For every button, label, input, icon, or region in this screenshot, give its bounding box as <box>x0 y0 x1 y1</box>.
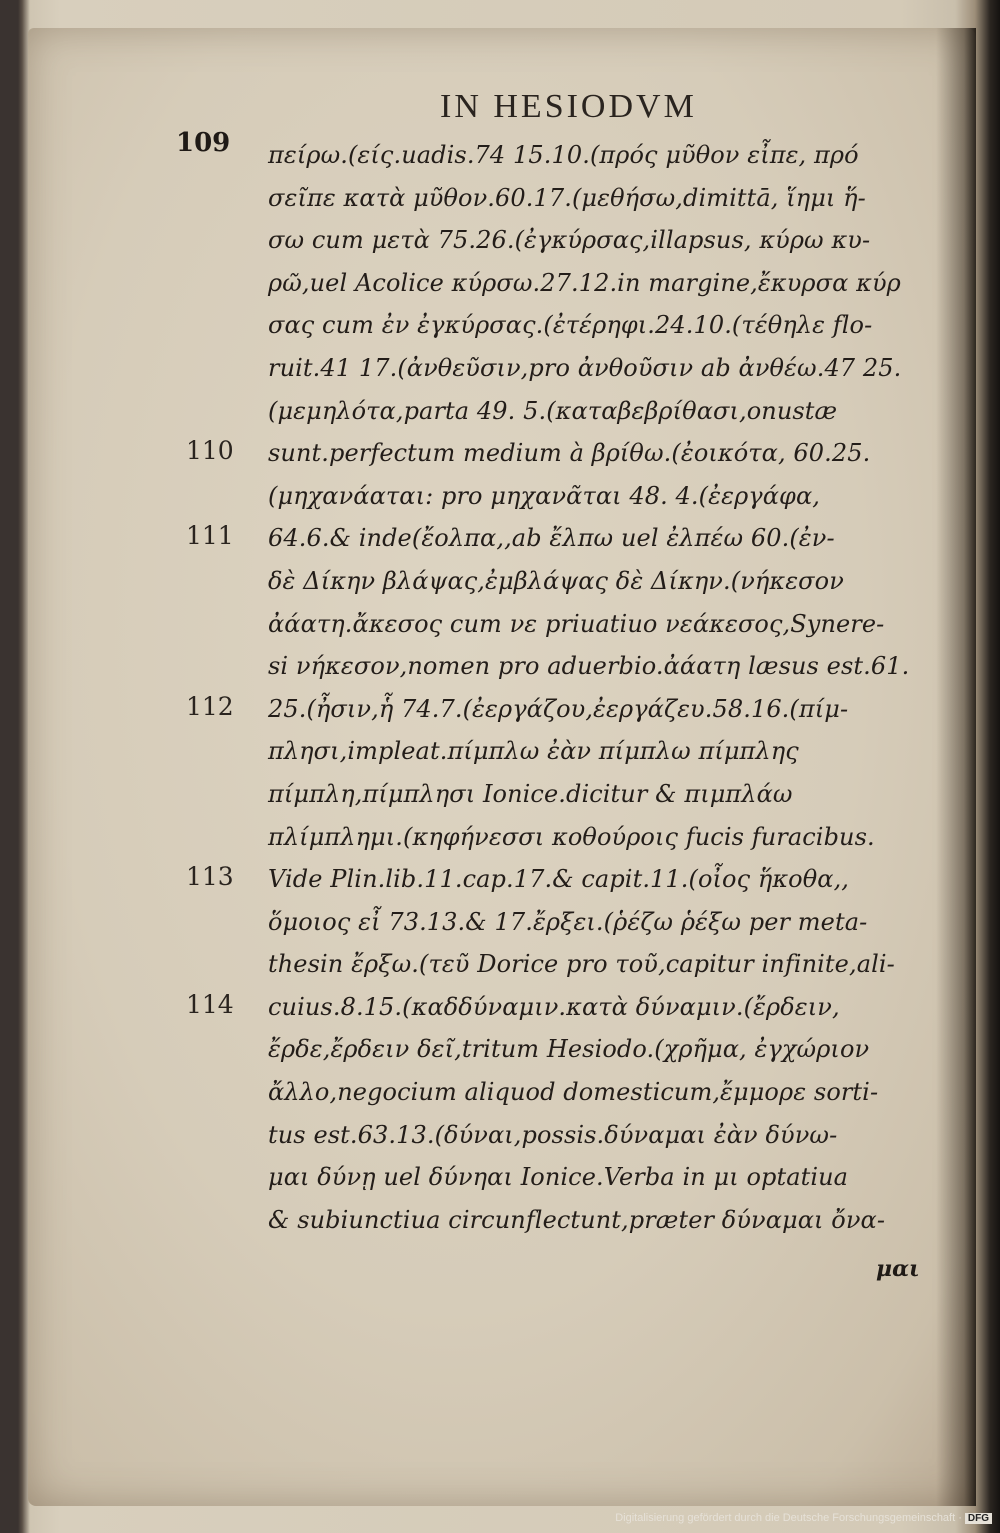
text-line: σεῖπε κατὰ μῦθον.60.17.(μεθήσω,dimittā, ἵημι ἥ- <box>268 183 866 212</box>
text-line: 64.6.& inde(ἔολπα,,ab ἔλπω uel ἐλπέω 60.(ἐν- <box>268 524 835 553</box>
text-line: thesin ἔρξω.(τεῦ Dorice pro τοῦ,capitur infinite,ali- <box>268 950 895 979</box>
text-line: ruit.41 17.(ἀνθεῦσιν,pro ἀνθοῦσιν ab ἀνθέω.47 25. <box>268 353 902 382</box>
text-line: ἄλλο,negocium aliquod domesticum,ἔμμορε sorti- <box>268 1078 879 1107</box>
text-line: si νήκεσον,nomen pro aduerbio.ἀάατη læsus est.61. <box>268 652 910 681</box>
text-line: ἔρδε,ἔρδειν δεῖ,tritum Hesiodo.(χρῆμα, ἐγχώριον <box>268 1035 870 1064</box>
margin-number: 110 <box>186 436 234 466</box>
text-line: (μηχανάαται: pro μηχανᾶται 48. 4.(ἐεργάφα, <box>268 481 820 510</box>
margin-number: 113 <box>186 862 234 892</box>
catchword: μαι <box>876 1256 920 1282</box>
text-line: tus est.63.13.(δύναι,possis.δύναμαι ἐὰν δύνω- <box>268 1120 838 1149</box>
text-line: ρῶ,uel Acolice κύρσω.27.12.in margine,ἔκυρσα κύρ <box>268 268 901 297</box>
text-line: πίμπλη,πίμπλησι Ionice.dicitur & πιμπλάω <box>268 779 793 808</box>
running-header: IN HESIODVM <box>440 88 697 125</box>
dfg-logo: DFG <box>965 1513 992 1524</box>
margin-number: 112 <box>186 691 234 721</box>
digitization-footer <box>615 1512 992 1524</box>
text-line: πλίμπλημι.(κηφήνεσσι κοθούροις fucis furacibus. <box>268 822 875 851</box>
margin-number: 111 <box>186 521 234 551</box>
text-line: (μεμηλότα,parta 49. 5.(καταβεβρίθασι,onustæ <box>268 396 838 425</box>
text-line: cuius.8.15.(καδδύναμιν.κατὰ δύναμιν.(ἔρδειν, <box>268 992 840 1021</box>
text-line: & subiunctiua circunflectunt,præter δύναμαι ὄνα- <box>268 1205 886 1234</box>
text-line: πείρω.(είς.uadis.74 15.10.(πρός μῦθον εἶπε, πρό <box>268 141 859 169</box>
text-line: ἀάατη.ἄκεσος cum νε priuatiuo νεάκεσος,Synere- <box>268 609 885 638</box>
text-line: πλησι,impleat.πίμπλω ἐὰν πίμπλω πίμπλης <box>268 737 799 766</box>
text-line: σω cum μετὰ 75.26.(ἐγκύρσας,illapsus, κύρω κυ- <box>268 226 871 255</box>
text-line: Vide Plin.lib.11.cap.17.& capit.11.(οἶος ἥκοθα,, <box>268 865 850 894</box>
footer-text: Digitalisierung gefördert durch die Deutsche Forschungsgemeinschaft · <box>615 1512 962 1524</box>
text-line: δὲ Δίκην βλάψας,ἐμβλάψας δὲ Δίκην.(νήκεσον <box>268 566 844 595</box>
commentary-text <box>268 134 932 1241</box>
margin-number: 114 <box>186 990 234 1019</box>
text-line: 25.(ἦσιν,ἧ 74.7.(ἐεργάζου,ἐεργάζευ.58.16.(πίμ- <box>268 694 849 723</box>
text-line: sunt.perfectum medium à βρίθω.(ἐοικότα, 60.25. <box>268 439 871 468</box>
folio-number: 109 <box>176 128 231 158</box>
text-line: μαι δύνῃ uel δύνηαι Ionice.Verba in μι optatiua <box>268 1163 849 1192</box>
gutter-shadow <box>936 28 976 1506</box>
text-line: σας cum ἐν ἐγκύρσας.(ἐτέρηφι.24.10.(τέθηλε flo- <box>268 311 873 340</box>
text-line: ὅμοιος εἶ 73.13.& 17.ἔρξει.(ῥέζω ῥέξω per meta- <box>268 907 868 936</box>
